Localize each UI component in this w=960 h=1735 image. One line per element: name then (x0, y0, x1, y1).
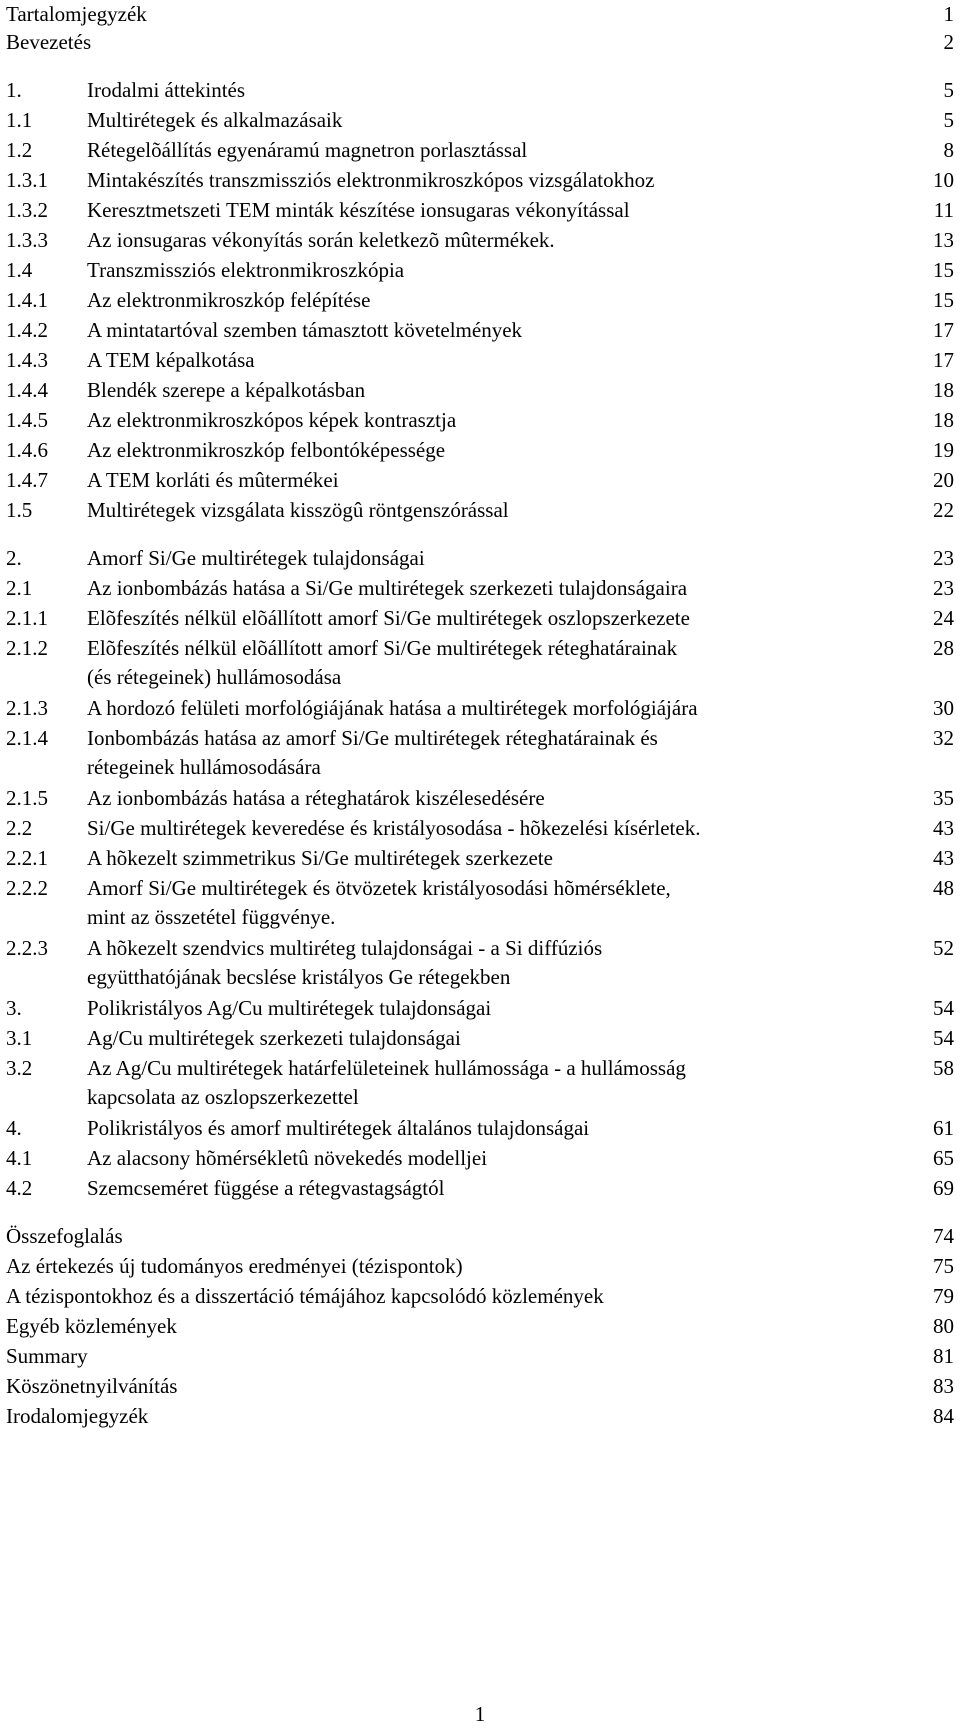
toc-entry-title-line: Egyéb közlemények (6, 1314, 177, 1338)
toc-entry-title (87, 694, 698, 723)
toc-entry-page: 10 (933, 168, 954, 192)
toc-entry-title (6, 1282, 604, 1311)
toc-entry-title (87, 874, 671, 932)
toc-entry-number: 4.1 (6, 1146, 33, 1170)
toc-entry-title-line: Irodalomjegyzék (6, 1404, 149, 1428)
toc-entry-number: 3.2 (6, 1056, 33, 1080)
toc-entry-number: 3. (6, 996, 22, 1020)
toc-entry-title-line: A tézispontokhoz és a disszertáció témájához kapcsolódó közlemények (6, 1284, 604, 1308)
toc-entry-title-line: Rétegelõállítás egyenáramú magnetron porlasztással (87, 138, 528, 162)
toc-entry-title (6, 1312, 177, 1341)
toc-entry-title-continuation: mint az összetétel függvénye. (87, 905, 336, 929)
toc-entry-page: 17 (933, 318, 954, 342)
toc-entry-title (87, 376, 365, 405)
toc-entry-title (87, 466, 339, 495)
toc-entry-page: 43 (933, 846, 954, 870)
toc-entry-title (87, 346, 255, 375)
toc-entry-page: 81 (933, 1344, 954, 1368)
toc-entry-number: 1.4.6 (6, 438, 48, 462)
toc-entry-page: 65 (933, 1146, 954, 1170)
toc-entry-title (6, 28, 91, 57)
toc-entry-title-line: A TEM képalkotása (87, 348, 255, 372)
toc-entry-title-line: Amorf Si/Ge multirétegek és ötvözetek kristályosodási hõmérséklete, (87, 876, 671, 900)
toc-entry-number: 1. (6, 78, 22, 102)
toc-entry-page: 43 (933, 816, 954, 840)
toc-entry-page: 22 (933, 498, 954, 522)
toc-entry-title-line: Köszönetnyilvánítás (6, 1374, 178, 1398)
toc-entry-number: 1.3.2 (6, 198, 48, 222)
toc-entry-title (87, 844, 553, 873)
toc-entry-title (87, 406, 456, 435)
toc-entry-title (87, 436, 445, 465)
toc-entry-number: 2.1.1 (6, 606, 48, 630)
toc-entry-page: 23 (933, 546, 954, 570)
toc-entry-page: 8 (943, 138, 954, 162)
toc-entry-title (87, 814, 700, 843)
toc-entry-page: 15 (933, 288, 954, 312)
toc-entry-number: 1.4.5 (6, 408, 48, 432)
toc-entry-title (87, 1144, 487, 1173)
toc-entry-page: 69 (933, 1176, 954, 1200)
toc-entry-title (87, 286, 370, 315)
toc-entry-number: 1.3.1 (6, 168, 48, 192)
toc-entry-page: 32 (933, 726, 954, 750)
toc-entry-number: 2.1.3 (6, 696, 48, 720)
toc-entry-page: 80 (933, 1314, 954, 1338)
toc-entry-page: 30 (933, 696, 954, 720)
toc-entry-title-line: A hordozó felületi morfológiájának hatása a multirétegek morfológiájára (87, 696, 698, 720)
toc-entry-title-line: Az értekezés új tudományos eredményei (tézispontok) (6, 1254, 463, 1278)
toc-entry-title (87, 136, 527, 165)
toc-entry-title (87, 256, 404, 285)
toc-entry-page: 79 (933, 1284, 954, 1308)
toc-entry-number: 1.2 (6, 138, 33, 162)
toc-entry-page: 1 (943, 2, 954, 26)
toc-entry-title-line: A hõkezelt szendvics multiréteg tulajdonságai - a Si diffúziós (87, 936, 603, 960)
toc-entry-title (6, 1342, 88, 1371)
toc-entry-title (87, 1024, 461, 1053)
toc-entry-number: 1.4.4 (6, 378, 48, 402)
toc-entry-title-line: Polikristályos és amorf multirétegek általános tulajdonságai (87, 1116, 590, 1140)
toc-entry-title-line: A mintatartóval szemben támasztott követelmények (87, 318, 523, 342)
toc-entry-title-line: A hõkezelt szimmetrikus Si/Ge multirétegek szerkezete (87, 846, 553, 870)
toc-entry-page: 83 (933, 1374, 954, 1398)
toc-entry-title-line: A TEM korláti és mûtermékei (87, 468, 339, 492)
toc-entry-title-continuation: együtthatójának becslése kristályos Ge rétegekben (87, 965, 511, 989)
toc-entry-title-line: Elõfeszítés nélkül elõállított amorf Si/Ge multirétegek réteghatárainak (87, 636, 678, 660)
toc-entry-title-line: Összefoglalás (6, 1224, 123, 1248)
toc-entry-page: 17 (933, 348, 954, 372)
toc-entry-title (87, 496, 509, 525)
toc-entry-page: 58 (933, 1056, 954, 1080)
toc-entry-title-line: Irodalmi áttekintés (87, 78, 246, 102)
page-number: 1 (474, 1702, 486, 1726)
toc-entry-number: 2.1 (6, 576, 33, 600)
toc-entry-title-line: Az ionbombázás hatása a Si/Ge multirétegek szerkezeti tulajdonságaira (87, 576, 688, 600)
toc-entry-title (87, 166, 654, 195)
toc-entry-title-line: Polikristályos Ag/Cu multirétegek tulajdonságai (87, 996, 492, 1020)
toc-entry-number: 1.4.7 (6, 468, 48, 492)
toc-entry-title-line: Szemcseméret függése a rétegvastagságtól (87, 1176, 445, 1200)
toc-entry-number: 2.2 (6, 816, 33, 840)
toc-entry-title-continuation: (és rétegeinek) hullámosodása (87, 665, 342, 689)
toc-entry-page: 13 (933, 228, 954, 252)
toc-entry-title-line: Keresztmetszeti TEM minták készítése ionsugaras vékonyítással (87, 198, 630, 222)
toc-entry-title (87, 1174, 444, 1203)
toc-entry-title (6, 1372, 177, 1401)
toc-entry-page: 2 (943, 30, 954, 54)
toc-entry-number: 2.2.2 (6, 876, 48, 900)
toc-entry-title (87, 574, 687, 603)
toc-entry-page: 5 (943, 108, 954, 132)
toc-entry-page: 15 (933, 258, 954, 282)
toc-entry-title-line: Amorf Si/Ge multirétegek tulajdonságai (87, 546, 425, 570)
toc-entry-title (87, 784, 545, 813)
toc-entry-title (6, 0, 147, 29)
toc-entry-number: 2.1.2 (6, 636, 48, 660)
toc-entry-page: 75 (933, 1254, 954, 1278)
toc-entry-title-line: Az elektronmikroszkóp felbontóképessége (87, 438, 446, 462)
toc-entry-page: 19 (933, 438, 954, 462)
toc-entry-number: 1.4.3 (6, 348, 48, 372)
toc-entry-title-line: Si/Ge multirétegek keveredése és kristályosodása - hõkezelési kísérletek. (87, 816, 701, 840)
toc-entry-title (87, 544, 425, 573)
toc-entry-title (87, 634, 677, 692)
toc-entry-title (87, 934, 602, 992)
toc-entry-page: 52 (933, 936, 954, 960)
toc-entry-title (87, 604, 690, 633)
toc-entry-number: 1.3.3 (6, 228, 48, 252)
toc-entry-page: 61 (933, 1116, 954, 1140)
toc-entry-number: 2.1.5 (6, 786, 48, 810)
toc-entry-title-line: Multirétegek vizsgálata kisszögû röntgenszórással (87, 498, 509, 522)
toc-entry-number: 3.1 (6, 1026, 33, 1050)
toc-entry-page: 20 (933, 468, 954, 492)
toc-entry-number: 2.2.3 (6, 936, 48, 960)
toc-entry-page: 54 (933, 996, 954, 1020)
toc-entry-number: 1.5 (6, 498, 33, 522)
toc-entry-title-line: Summary (6, 1344, 88, 1368)
toc-entry-page: 28 (933, 636, 954, 660)
toc-entry-title (87, 1054, 686, 1112)
toc-entry-number: 1.4.2 (6, 318, 48, 342)
toc-entry-page: 35 (933, 786, 954, 810)
toc-entry-title (87, 76, 245, 105)
toc-entry-page: 18 (933, 378, 954, 402)
toc-entry-number: 1.1 (6, 108, 33, 132)
toc-entry-title-line: Az ionbombázás hatása a réteghatárok kiszélesedésére (87, 786, 545, 810)
toc-entry-number: 2. (6, 546, 22, 570)
toc-entry-title-line: Az Ag/Cu multirétegek határfelületeinek hullámossága - a hullámosság (87, 1056, 686, 1080)
toc-entry-page: 48 (933, 876, 954, 900)
toc-entry-number: 2.2.1 (6, 846, 48, 870)
toc-entry-title (87, 106, 342, 135)
toc-entry-title-line: Ionbombázás hatása az amorf Si/Ge multirétegek réteghatárainak és (87, 726, 658, 750)
toc-entry-title (87, 316, 522, 345)
toc-entry-title-line: Mintakészítés transzmissziós elektronmikroszkópos vizsgálatokhoz (87, 168, 655, 192)
toc-entry-number: 4. (6, 1116, 22, 1140)
toc-entry-title (87, 994, 491, 1023)
toc-entry-page: 74 (933, 1224, 954, 1248)
toc-entry-page: 11 (933, 198, 954, 222)
toc-entry-title-line: Elõfeszítés nélkül elõállított amorf Si/Ge multirétegek oszlopszerkezete (87, 606, 690, 630)
toc-entry-title-line: Az ionsugaras vékonyítás során keletkezõ mûtermékek. (87, 228, 555, 252)
toc-entry-page: 54 (933, 1026, 954, 1050)
toc-entry-title (6, 1252, 463, 1281)
toc-entry-page: 5 (943, 78, 954, 102)
toc-entry-number: 2.1.4 (6, 726, 48, 750)
toc-entry-title (87, 196, 630, 225)
toc-entry-title-line: Transzmissziós elektronmikroszkópia (87, 258, 405, 282)
toc-entry-title-line: Ag/Cu multirétegek szerkezeti tulajdonságai (87, 1026, 461, 1050)
toc-entry-number: 1.4.1 (6, 288, 48, 312)
toc-entry-title-line: Az elektronmikroszkóp felépítése (87, 288, 371, 312)
toc-entry-page: 18 (933, 408, 954, 432)
toc-entry-title-line: Bevezetés (6, 30, 92, 54)
toc-entry-title-line: Blendék szerepe a képalkotásban (87, 378, 366, 402)
toc-entry-number: 4.2 (6, 1176, 33, 1200)
toc-entry-page: 84 (933, 1404, 954, 1428)
toc-entry-page: 23 (933, 576, 954, 600)
toc-entry-title-continuation: rétegeinek hullámosodására (87, 755, 321, 779)
toc-entry-title-line: Multirétegek és alkalmazásaik (87, 108, 343, 132)
toc-entry-title (87, 724, 658, 782)
toc-entry-number: 1.4 (6, 258, 33, 282)
toc-entry-title-line: Az elektronmikroszkópos képek kontrasztja (87, 408, 457, 432)
toc-entry-title (6, 1402, 148, 1431)
toc-entry-page: 24 (933, 606, 954, 630)
toc-entry-title (87, 1114, 589, 1143)
toc-entry-title-continuation: kapcsolata az oszlopszerkezettel (87, 1085, 359, 1109)
toc-entry-title-line: Tartalomjegyzék (6, 2, 147, 26)
toc-entry-title (6, 1222, 123, 1251)
toc-entry-title-line: Az alacsony hõmérsékletû növekedés modelljei (87, 1146, 488, 1170)
toc-entry-title (87, 226, 555, 255)
